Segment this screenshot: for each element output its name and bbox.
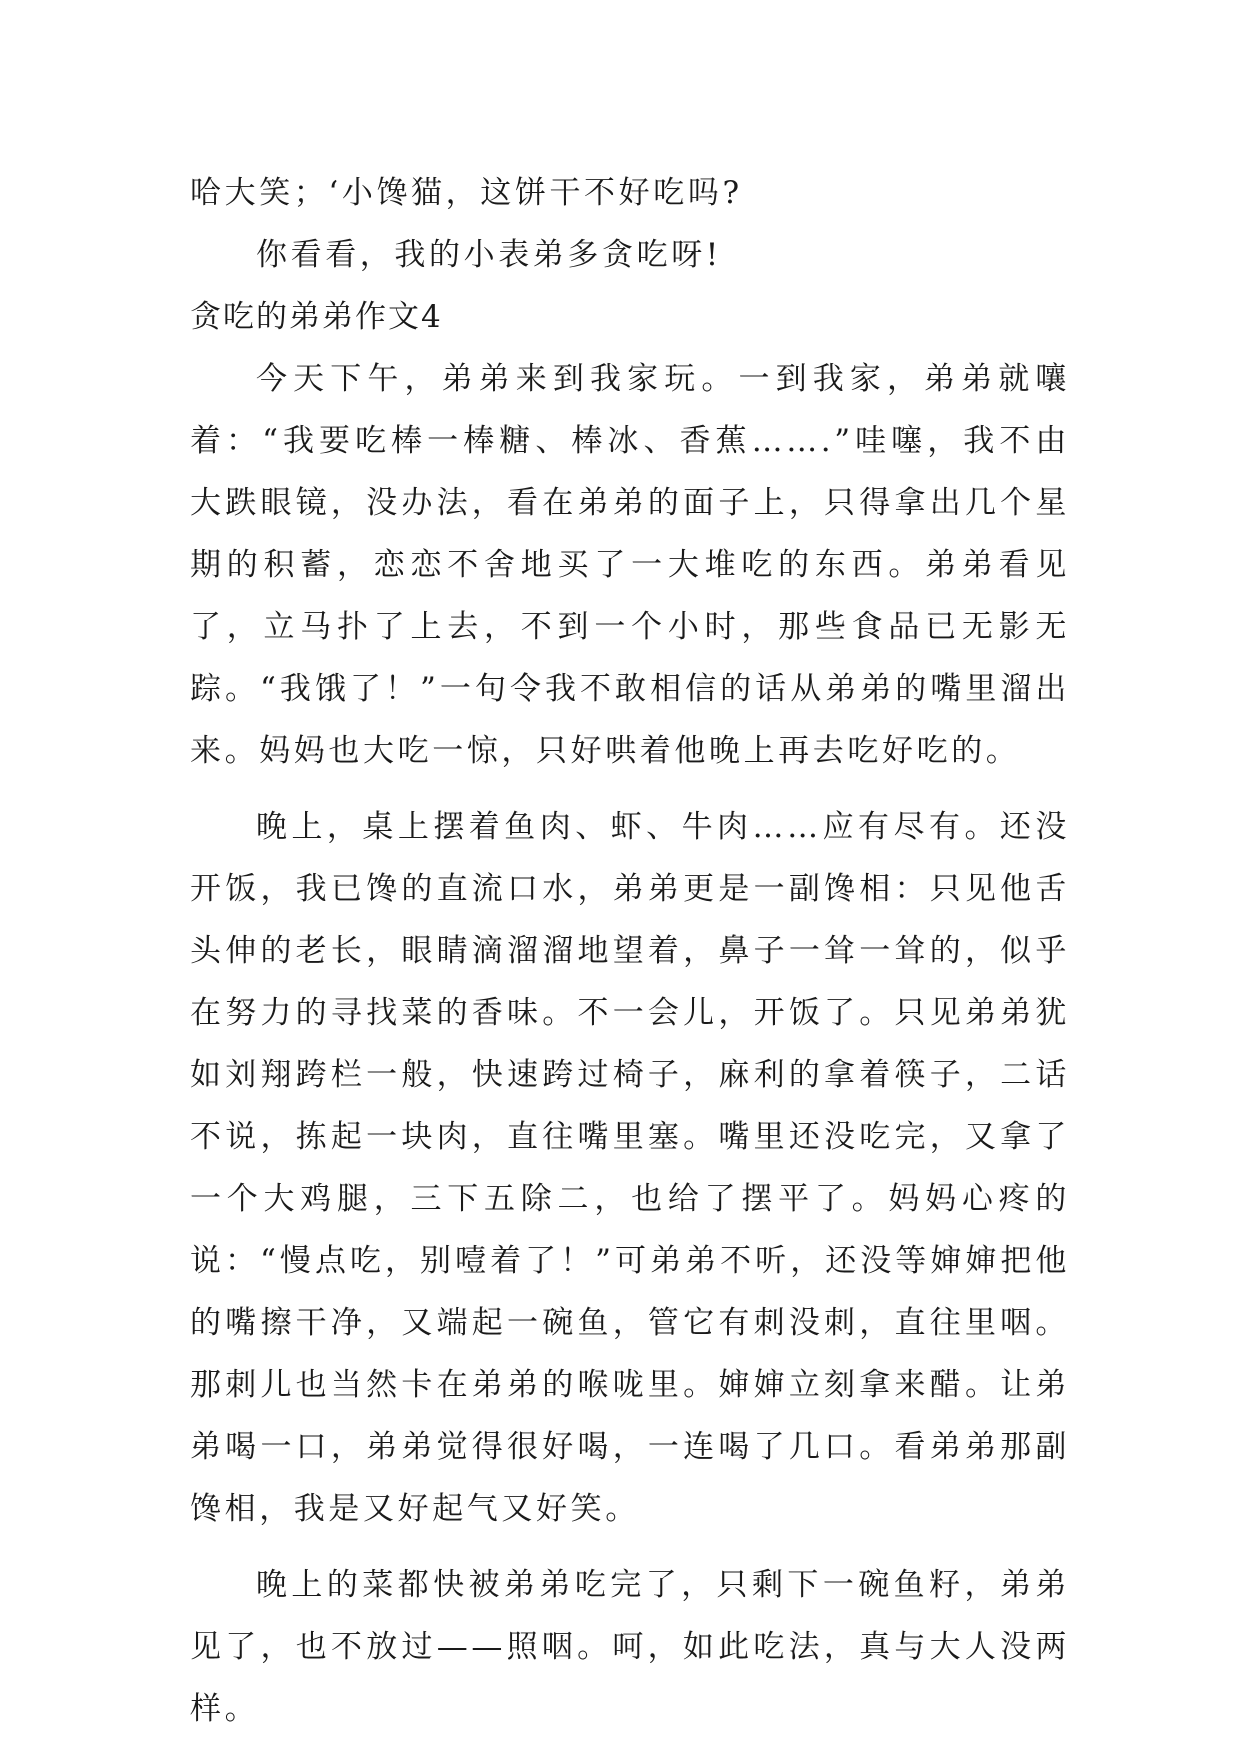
essay-title: 贪吃的弟弟作文4: [190, 299, 443, 335]
paragraph-exclamation: 你看看，我的小表弟多贪吃呀!: [256, 237, 722, 273]
paragraph-continuation: 哈大笑；‘小馋猫，这饼干不好吃吗?: [190, 175, 743, 211]
paragraph-afternoon: 今天下午，弟弟来到我家玩。一到我家，弟弟就嚷着：“我要吃棒一棒糖、棒冰、香蕉…….”哇噻，我不由大跌眼镜，没办法，看在弟弟的面子上，只得拿出几个星期的积蓄，恋恋不舍地买了一大堆吃的东西。弟弟看见了，立马扑了上去，不到一个小时，那些食品已无影无踪。“我饿了！”一句令我不敢相信的话从弟弟的嘴里溜出来。妈妈也大吃一惊，只好哄着他晚上再去吃好吃的。: [190, 361, 1070, 769]
paragraph-dinner: 晚上，桌上摆着鱼肉、虾、牛肉……应有尽有。还没开饭，我已馋的直流口水，弟弟更是一副馋相：只见他舌头伸的老长，眼睛滴溜溜地望着，鼻子一耸一耸的，似乎在努力的寻找菜的香味。不一会儿，开饭了。只见弟弟犹如刘翔跨栏一般，快速跨过椅子，麻利的拿着筷子，二话不说，拣起一块肉，直往嘴里塞。嘴里还没吃完，又拿了一个大鸡腿，三下五除二，也给了摆平了。妈妈心疼的说：“慢点吃，别噎着了！”可弟弟不听，还没等婶婶把他的嘴擦干净，又端起一碗鱼，管它有刺没刺，直往里咽。那刺儿也当然卡在弟弟的喉咙里。婶婶立刻拿来醋。让弟弟喝一口，弟弟觉得很好喝，一连喝了几口。看弟弟那副馋相，我是又好起气又好笑。: [190, 809, 1070, 1527]
paragraph-ending: 晚上的菜都快被弟弟吃完了，只剩下一碗鱼籽，弟弟见了，也不放过——照咽。呵，如此吃法，真与大人没两样。: [190, 1567, 1070, 1727]
essay-text-block: [190, 162, 1070, 1740]
